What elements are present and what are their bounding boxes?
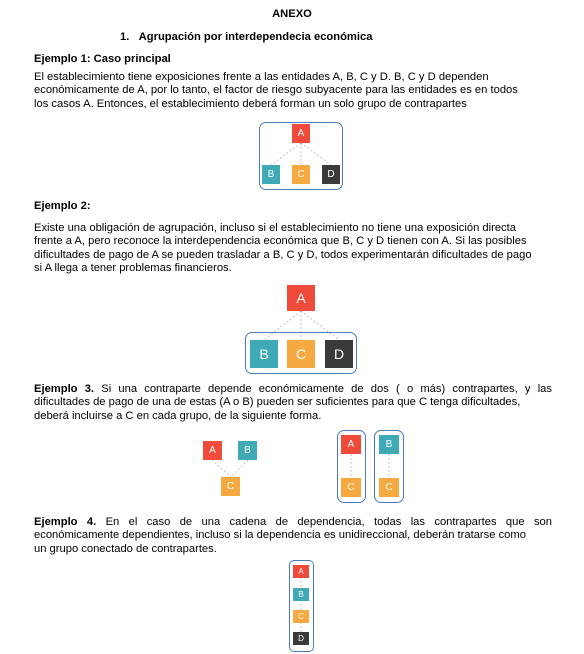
example-1-line: económicamente de A, por lo tanto, el factor de riesgo subyacente para las entidades es en todos xyxy=(34,84,518,97)
example-3-line: Si una contraparte depende económicamente de dos ( o más) contrapartes, y las xyxy=(94,383,552,395)
section-number: 1. xyxy=(120,31,130,43)
example-2-line: Existe una obligación de agrupación, incluso si el establecimiento no tiene una exposición directa xyxy=(34,222,516,234)
node-b: B xyxy=(379,435,399,454)
example-2-heading: Ejemplo 2: xyxy=(34,200,91,212)
example-4-line: un grupo conectado de contrapartes. xyxy=(34,542,217,555)
example-4-line: económicamente dependientes, incluso si la dependencia es unidireccional, deberán tratarse como xyxy=(34,529,526,542)
node-d: D xyxy=(322,165,340,184)
example-2-line: dificultades de pago de A se pueden trasladar a B, C y D, todos experimentarán dificultades de pago xyxy=(34,248,532,261)
node-a: A xyxy=(287,285,315,311)
section-title: Agrupación por interdependecia económica xyxy=(138,31,373,43)
example-1-line: El establecimiento tiene exposiciones frente a las entidades A, B, C y D. B, C y D dependen xyxy=(34,71,489,83)
node-a: A xyxy=(293,565,309,578)
node-c: C xyxy=(292,165,310,184)
example-3-heading: Ejemplo 3. xyxy=(34,383,95,395)
node-b: B xyxy=(250,340,278,368)
page-title: ANEXO xyxy=(272,8,312,20)
node-b: B xyxy=(238,441,257,460)
example-3-line: deberá incluirse a C en cada grupo, de la siguiente forma. xyxy=(34,409,322,422)
node-a: A xyxy=(203,441,222,460)
node-b: B xyxy=(262,165,280,184)
node-d: D xyxy=(293,632,309,645)
node-c: C xyxy=(379,478,399,497)
example-2-line: si A llega a tener problemas financieros. xyxy=(34,262,232,275)
node-a: A xyxy=(341,435,361,454)
example-1-line: los casos A. Entonces, el establecimiento deberá forman un solo grupo de contrapartes xyxy=(34,97,467,110)
node-c: C xyxy=(287,340,315,368)
example-4-line: En el caso de una cadena de dependencia, todas las contrapartes que son xyxy=(96,516,552,528)
node-a: A xyxy=(292,124,310,143)
node-b: B xyxy=(293,588,309,601)
example-3-line: dificultades de pago de una de estas (A o B) pueden ser suficientes para que C tenga dificultades, xyxy=(34,396,521,409)
node-d: D xyxy=(325,340,353,368)
node-c: C xyxy=(293,610,309,623)
example-1-heading: Ejemplo 1: Caso principal xyxy=(34,53,171,65)
node-c: C xyxy=(341,478,361,497)
example-4-heading: Ejemplo 4. xyxy=(34,516,97,528)
node-c: C xyxy=(221,477,240,496)
example-2-line: frente a A, pero reconoce la interdependencia económica que B, C y D tienen con A. Si las posibles xyxy=(34,235,527,248)
